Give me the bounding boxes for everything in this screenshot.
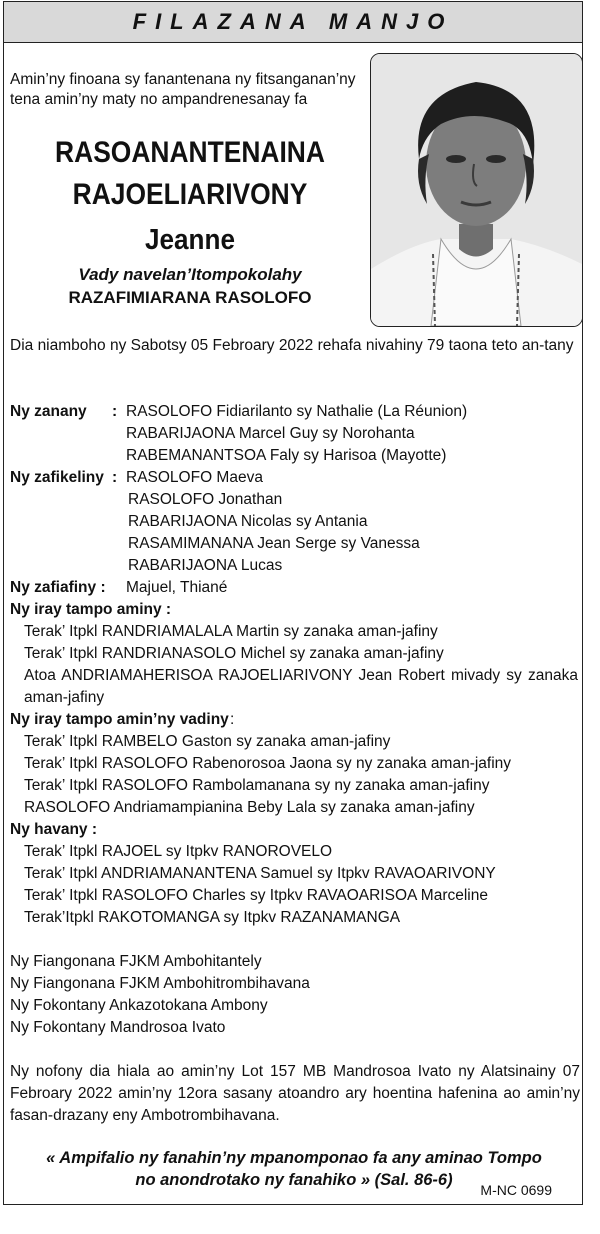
zafikeliny-item: RABARIJAONA Lucas (128, 557, 283, 574)
quote-line1: « Ampifalio ny fanahin’ny mpanomponao fa any aminao Tompo (46, 1149, 542, 1167)
deceased-first-name: Jeanne (145, 224, 235, 256)
zanany-item: RABARIJAONA Marcel Guy sy Norohanta (126, 425, 415, 442)
funeral-details: Ny nofony dia hiala ao amin’ny Lot 157 MB Mandrosoa Ivato ny Alatsinainy 07 Febroary 2022 amin’ny 12ora sasany atoandro ary hoentina hafenina ao amin’ny fasan-drazany eny Ambotrombihavana. (10, 1063, 580, 1124)
iray-tampo-vadiny-label: Ny iray tampo amin’ny vadiny (10, 711, 229, 728)
iray-tampo-label: Ny iray tampo aminy : (10, 601, 172, 618)
reference-code: M-NC 0699 (480, 1182, 552, 1198)
community-item: Ny Fokontany Ankazotokana Ambony (10, 997, 268, 1014)
iray-tampo-item: Terak’ Itpkl RANDRIANASOLO Michel sy zanaka aman-jafiny (24, 645, 444, 662)
community-item: Ny Fiangonana FJKM Ambohitantely (10, 953, 262, 970)
community-item: Ny Fiangonana FJKM Ambohitrombihavana (10, 975, 310, 992)
zafikeliny-item: RASOLOFO Maeva (126, 469, 263, 486)
havany-item: Terak’ Itpkl RASOLOFO Charles sy Itpkv RAVAOARISOA Marceline (24, 887, 488, 904)
iray-tampo-vadiny-item: Terak’ Itpkl RASOLOFO Rambolamanana sy ny zanaka aman-jafiny (24, 777, 490, 794)
iray-tampo-vadiny-item: RASOLOFO Andriamampianina Beby Lala sy zanaka aman-jafiny (24, 799, 475, 816)
iray-tampo-vadiny-item: Terak’ Itpkl RAMBELO Gaston sy zanaka aman-jafiny (24, 733, 391, 750)
havany-item: Terak’ Itpkl RAJOEL sy Itpkv RANOROVELO (24, 843, 333, 860)
zafikeliny-item: RASAMIMANANA Jean Serge sy Vanessa (128, 535, 420, 552)
iray-tampo-item: Atoa ANDRIAMAHERISOA RAJOELIARIVONY Jean Robert mivady sy zanaka aman-jafiny (24, 667, 578, 706)
notice-header (4, 2, 582, 43)
notice-frame (3, 1, 583, 1205)
deceased-name-line1: RASOANANTENAINA (55, 136, 325, 169)
iray-tampo-vadiny-item: Terak’ Itpkl RASOLOFO Rabenorosoa Jaona sy ny zanaka aman-jafiny (24, 755, 512, 772)
zafiafiny-label: Ny zafiafiny : (10, 579, 106, 596)
spouse-label: Vady navelan’Itompokolahy (78, 265, 302, 284)
spouse-name: RAZAFIMIARANA RASOLOFO (68, 288, 312, 307)
quote-line2: no anondrotako ny fanahiko » (Sal. 86-6) (135, 1171, 453, 1189)
zanany-separator: : (112, 403, 118, 420)
iray-tampo-item: Terak’ Itpkl RANDRIAMALALA Martin sy zanaka aman-jafiny (24, 623, 438, 640)
portrait-photo (370, 53, 583, 327)
havany-item: Terak’ Itpkl ANDRIAMANANTENA Samuel sy Itpkv RAVAOARIVONY (24, 865, 496, 882)
zanany-label: Ny zanany (10, 403, 87, 420)
zanany-item: RASOLOFO Fidiarilanto sy Nathalie (La Réunion) (126, 403, 468, 420)
zafiafiny-value: Majuel, Thiané (126, 579, 228, 596)
havany-item: Terak’Itpkl RAKOTOMANGA sy Itpkv RAZANAMANGA (24, 909, 401, 926)
zafikeliny-separator: : (112, 469, 118, 486)
zafikeliny-item: RABARIJAONA Nicolas sy Antania (128, 513, 368, 530)
iray-tampo-vadiny-separator: : (230, 711, 235, 728)
deceased-name-line2: RAJOELIARIVONY (72, 178, 308, 211)
havany-label: Ny havany : (10, 821, 98, 838)
community-item: Ny Fokontany Mandrosoa Ivato (10, 1019, 226, 1036)
intro-text: Amin’ny finoana sy fanantenana ny fitsanganan’ny tena amin’ny maty no ampandrenesanay fa (10, 71, 356, 108)
death-notice: Dia niamboho ny Sabotsy 05 Febroary 2022 rehafa nivahiny 79 taona teto an-tany (10, 337, 574, 354)
notice-title: FILAZANA MANJO (132, 9, 454, 34)
zafikeliny-label: Ny zafikeliny (10, 469, 104, 486)
zanany-item: RABEMANANTSOA Faly sy Harisoa (Mayotte) (126, 447, 447, 464)
portrait-illustration (371, 54, 582, 326)
zafikeliny-item: RASOLOFO Jonathan (128, 491, 283, 508)
